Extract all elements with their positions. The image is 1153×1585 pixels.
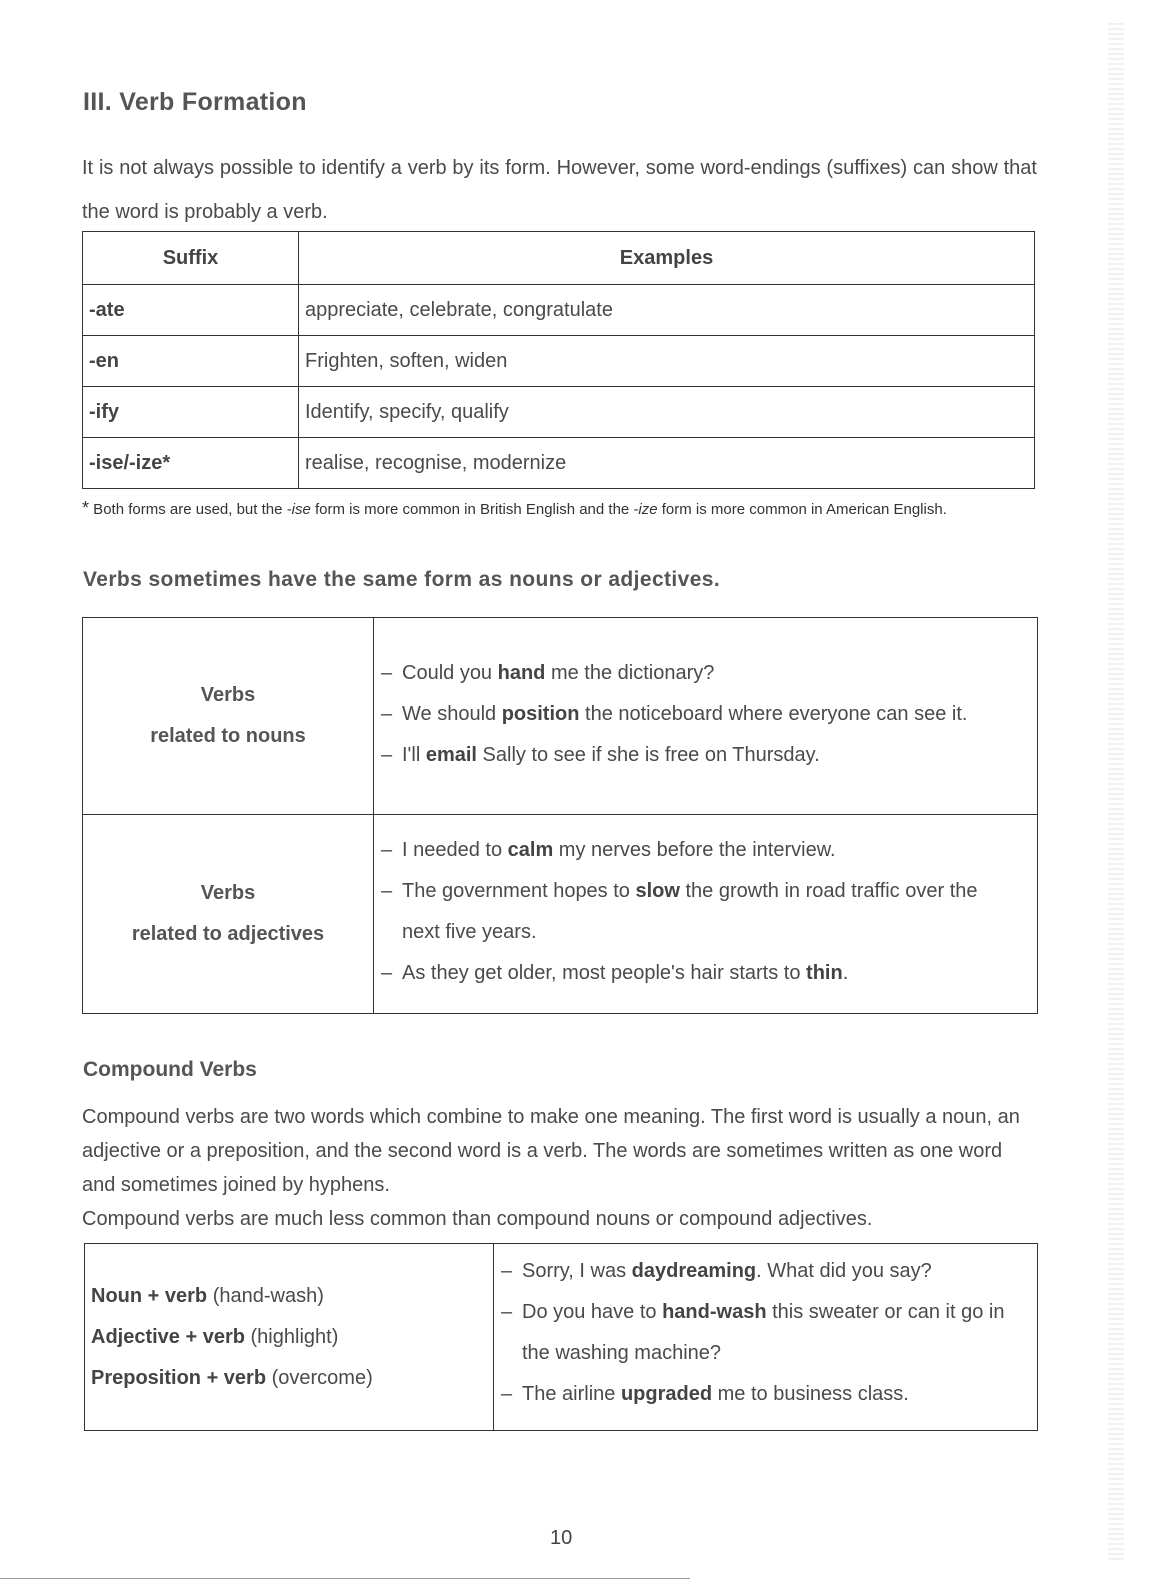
example-sentence: – Do you have to hand-wash this sweater or can it go in the washing machine? [498, 1292, 1033, 1374]
example-sentence: – The government hopes to slow the growth in road traffic over the next five years. [378, 871, 1007, 953]
compound-paragraph: Compound verbs are two words which combine to make one meaning. The first word is usually a noun, an adjective or a preposition, and the second word is a verb. The words are sometimes written as one word and sometimes joined by hyphens. [82, 1106, 1020, 1196]
compound-type: Preposition + verb (overcome) [91, 1366, 373, 1389]
related-forms-table [82, 617, 1038, 1014]
footnote-ise: -ise [286, 501, 311, 518]
compound-paragraph: Compound verbs are much less common than compound nouns or compound adjectives. [82, 1208, 873, 1230]
category-cell [83, 618, 374, 815]
bottom-rule [0, 1578, 690, 1579]
table-row [83, 285, 1035, 336]
suffix-table [82, 231, 1035, 489]
example-sentence: – As they get older, most people's hair starts to thin. [378, 953, 1007, 994]
suffix-column-header: Suffix [83, 232, 299, 285]
category-cell [83, 815, 374, 1014]
suffix-cell: -ise/-ize* [83, 438, 299, 489]
example-sentence: – We should position the noticeboard where everyone can see it. [378, 694, 1007, 735]
table-row [85, 1244, 1038, 1431]
suffix-cell: -en [83, 336, 299, 387]
compound-verbs-table [84, 1243, 1038, 1431]
footnote-text: Both forms are used, but the [89, 501, 287, 518]
table-row [83, 387, 1035, 438]
category-sublabel: related to nouns [150, 725, 306, 747]
suffix-table-header-row [83, 232, 1035, 285]
footnote [82, 493, 1022, 525]
footnote-asterisk: * [82, 498, 90, 518]
page-number: 10 [550, 1527, 573, 1549]
table-row [83, 815, 1038, 1014]
example-sentence: – Sorry, I was daydreaming. What did you say? [498, 1251, 1033, 1292]
examples-cell: appreciate, celebrate, congratulate [299, 285, 1035, 336]
example-list [498, 1251, 1033, 1415]
table-row [83, 438, 1035, 489]
compound-verbs-text [82, 1100, 1032, 1236]
examples-cell: Frighten, soften, widen [299, 336, 1035, 387]
examples-column-header: Examples [299, 232, 1035, 285]
examples-cell [374, 618, 1038, 815]
intro-paragraph: It is not always possible to identify a verb by its form. However, some word-endings (suffixes) can show that the word is probably a verb. [82, 157, 1037, 223]
suffix-cell: -ify [83, 387, 299, 438]
examples-cell [494, 1244, 1038, 1431]
category-sublabel: related to adjectives [131, 923, 325, 945]
suffix-cell: -ate [83, 285, 299, 336]
compound-types-cell [85, 1244, 494, 1431]
category-label: Verbs [200, 684, 256, 706]
section-title: III. Verb Formation [83, 88, 307, 116]
compound-type: Adjective + verb (highlight) [91, 1325, 339, 1348]
scanned-page-edge [1108, 20, 1124, 1560]
related-forms-heading: Verbs sometimes have the same form as nouns or adjectives. [83, 568, 721, 591]
compound-verbs-heading: Compound Verbs [83, 1058, 257, 1081]
example-sentence: – I needed to calm my nerves before the interview. [378, 830, 1007, 871]
table-row [83, 618, 1038, 815]
examples-cell: realise, recognise, modernize [299, 438, 1035, 489]
example-sentence: – The airline upgraded me to business class. [498, 1374, 1033, 1415]
footnote-text: form is more common in American English. [657, 501, 947, 518]
example-sentence: – Could you hand me the dictionary? [378, 653, 1007, 694]
footnote-text: form is more common in British English and the [310, 501, 634, 518]
example-sentence: – I'll email Sally to see if she is free on Thursday. [378, 735, 1007, 776]
examples-cell: Identify, specify, qualify [299, 387, 1035, 438]
examples-cell [374, 815, 1038, 1014]
footnote-ize: -ize [633, 501, 658, 518]
compound-type: Noun + verb (hand-wash) [91, 1284, 324, 1307]
example-list [378, 653, 1007, 776]
category-label: Verbs [200, 882, 256, 904]
table-row [83, 336, 1035, 387]
example-list [378, 830, 1007, 994]
